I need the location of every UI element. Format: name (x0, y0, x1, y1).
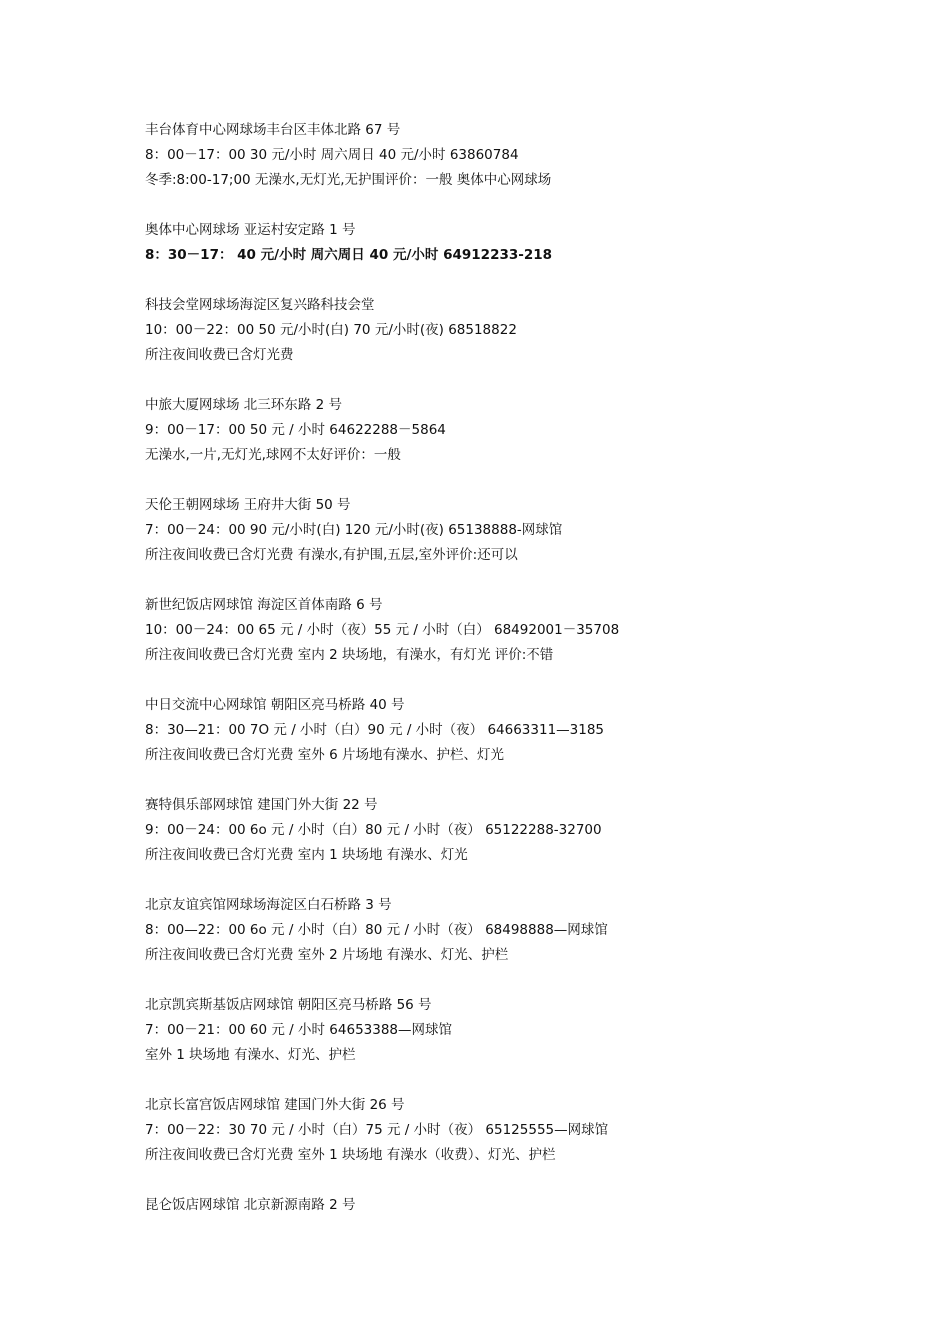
entry-notes: 所注夜间收费已含灯光费 有澡水,有护围,五层,室外评价:还可以 (145, 547, 518, 563)
entry-title: 北京凯宾斯基饭店网球馆 朝阳区亮马桥路 56 号 (145, 997, 432, 1013)
entry-fengtai (145, 118, 905, 193)
entry-notes: 所注夜间收费已含灯光费 室外 6 片场地有澡水、护栏、灯光 (145, 747, 504, 763)
document-page (145, 118, 905, 1243)
entry-xinshiji (145, 593, 905, 668)
entry-tianlun (145, 493, 905, 568)
entry-notes: 所注夜间收费已含灯光费 室外 2 片场地 有澡水、灯光、护栏 (145, 947, 509, 963)
entry-zhonglv (145, 393, 905, 468)
entry-hours-price: 7：00－22：30 70 元 / 小时（白）75 元 / 小时（夜） 65125555—网球馆 (145, 1122, 609, 1138)
entry-hours-price: 8：30－17： 40 元/小时 周六周日 40 元/小时 64912233-218 (145, 247, 553, 263)
entry-kejihuitang (145, 293, 905, 368)
entry-notes: 冬季:8:00-17;00 无澡水,无灯光,无护围评价：一般 奥体中心网球场 (145, 172, 552, 188)
entry-hours-price: 8：00—22：00 6o 元 / 小时（白）80 元 / 小时（夜） 68498888—网球馆 (145, 922, 608, 938)
entry-hours-price: 9：00－24：00 6o 元 / 小时（白）80 元 / 小时（夜） 65122288-32700 (145, 822, 602, 838)
entry-notes: 无澡水,一片,无灯光,球网不太好评价：一般 (145, 447, 401, 463)
entry-title: 奥体中心网球场 亚运村安定路 1 号 (145, 222, 356, 238)
entry-title: 昆仑饭店网球馆 北京新源南路 2 号 (145, 1197, 356, 1213)
entry-title: 北京长富宫饭店网球馆 建国门外大街 26 号 (145, 1097, 405, 1113)
entry-hours-price: 7：00－21：00 60 元 / 小时 64653388—网球馆 (145, 1022, 453, 1038)
entry-notes: 所注夜间收费已含灯光费 室内 1 块场地 有澡水、灯光 (145, 847, 468, 863)
entry-youyi (145, 893, 905, 968)
entry-title: 科技会堂网球场海淀区复兴路科技会堂 (145, 297, 375, 313)
entry-hours-price: 9：00－17：00 50 元 / 小时 64622288－5864 (145, 422, 446, 438)
entry-kunlun (145, 1193, 905, 1218)
entry-kaibinsiji (145, 993, 905, 1068)
entry-notes: 所注夜间收费已含灯光费 (145, 347, 294, 363)
entry-notes: 所注夜间收费已含灯光费 室外 1 块场地 有澡水（收费）、灯光、护栏 (145, 1147, 556, 1163)
entry-hours-price: 8：00－17：00 30 元/小时 周六周日 40 元/小时 63860784 (145, 147, 519, 163)
entry-hours-price: 10：00－24：00 65 元 / 小时（夜）55 元 / 小时（白） 68492001－35708 (145, 622, 620, 638)
entry-hours-price: 8：30—21：00 7O 元 / 小时（白）90 元 / 小时（夜） 64663311—3185 (145, 722, 605, 738)
entry-title: 丰台体育中心网球场丰台区丰体北路 67 号 (145, 122, 401, 138)
entry-notes: 室外 1 块场地 有澡水、灯光、护栏 (145, 1047, 356, 1063)
entry-title: 中旅大厦网球场 北三环东路 2 号 (145, 397, 342, 413)
entry-aoti (145, 218, 905, 268)
entry-hours-price: 10：00－22：00 50 元/小时(白) 70 元/小时(夜) 68518822 (145, 322, 517, 338)
entry-saite (145, 793, 905, 868)
entry-zhongri (145, 693, 905, 768)
entry-title: 赛特俱乐部网球馆 建国门外大街 22 号 (145, 797, 378, 813)
entry-title: 新世纪饭店网球馆 海淀区首体南路 6 号 (145, 597, 383, 613)
entry-title: 北京友谊宾馆网球场海淀区白石桥路 3 号 (145, 897, 392, 913)
entry-notes: 所注夜间收费已含灯光费 室内 2 块场地，有澡水，有灯光 评价:不错 (145, 647, 554, 663)
entry-title: 天伦王朝网球场 王府井大街 50 号 (145, 497, 351, 513)
entry-title: 中日交流中心网球馆 朝阳区亮马桥路 40 号 (145, 697, 405, 713)
entry-hours-price: 7：00－24：00 90 元/小时(白) 120 元/小时(夜) 65138888-网球馆 (145, 522, 563, 538)
entry-changfugong (145, 1093, 905, 1168)
